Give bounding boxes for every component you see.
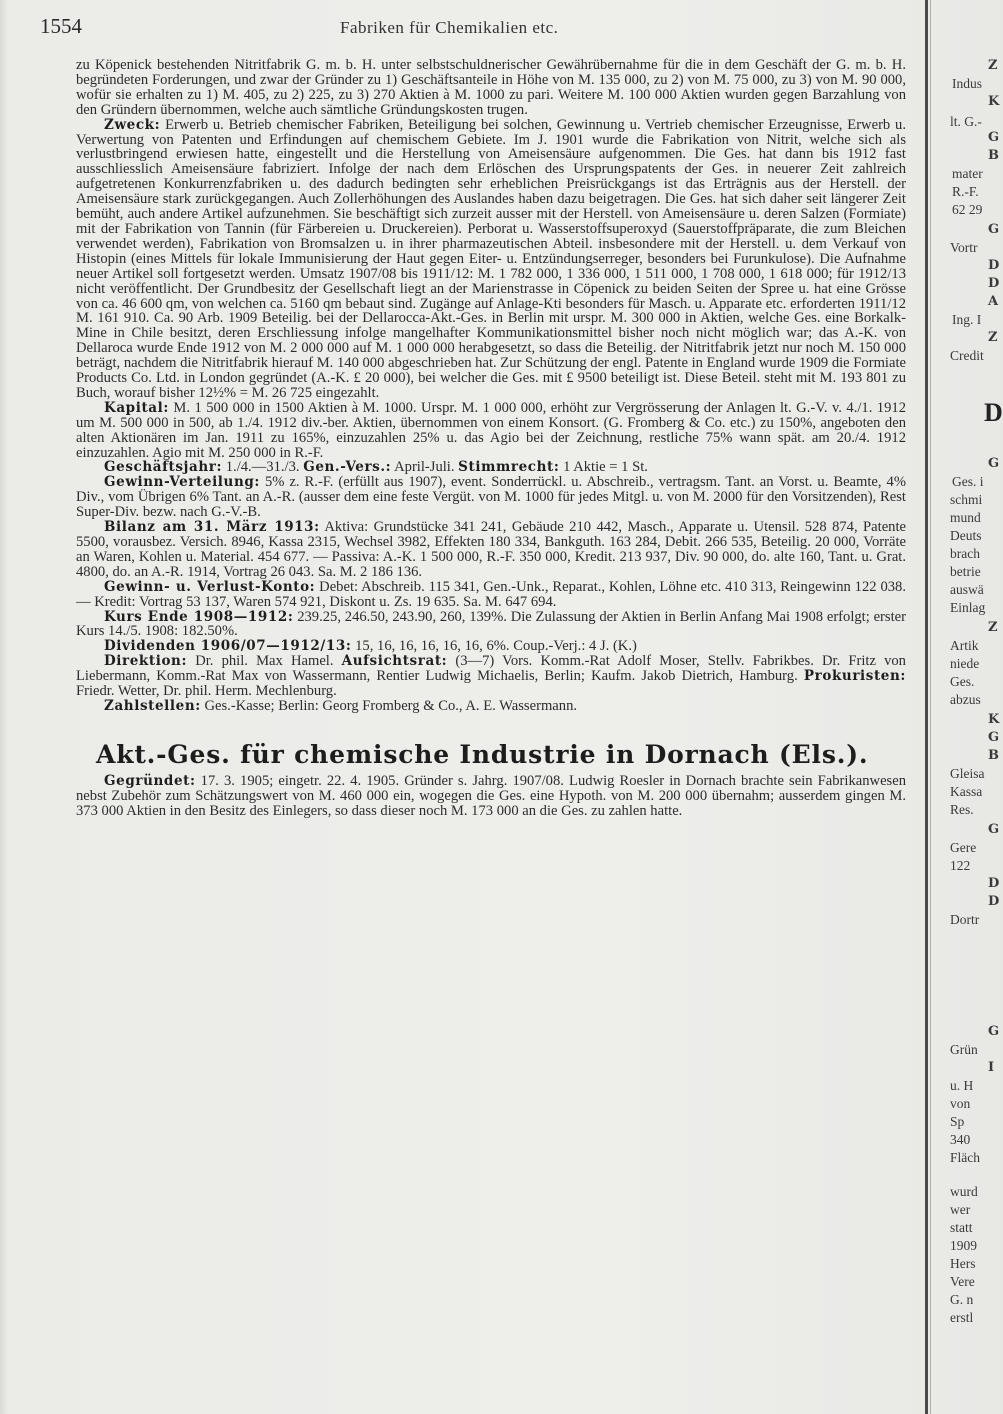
adjacent-column-fragment-29: niede <box>950 656 980 671</box>
section-zweck <box>76 118 906 401</box>
adjacent-column-fragment-7: R.-F. <box>952 184 979 199</box>
aufsichtsrat-text: (3—7) Vors. Komm.-Rat Adolf Moser, Stellv. Fabrikbes. Dr. Fritz von Liebermann, Komm.-Rat Max von Wassermann, Rentier Ludwig Michaelis, Berlin; Kaufm. Jakob Dietrich, Hamburg. <box>76 653 906 685</box>
adjacent-column-fragment-19: Ges. i <box>952 474 984 489</box>
gv-label: Gewinn- u. Verlust-Konto: <box>104 578 316 595</box>
adjacent-column-fragment-47: u. H <box>950 1078 974 1093</box>
adjacent-column-fragment-9: G <box>988 222 1000 237</box>
adjacent-column-fragment <box>940 0 1003 1414</box>
section-kurs <box>76 610 906 640</box>
adjacent-column-fragment-56: Hers <box>950 1256 976 1271</box>
adjacent-column-fragment-22: Deuts <box>950 528 982 543</box>
gewinn-label: Gewinn-Verteilung: <box>104 474 260 491</box>
column-divider-thin <box>930 0 931 1414</box>
page-number: 1554 <box>40 14 82 38</box>
column-divider <box>925 0 928 1414</box>
gegruendet-label: Gegründet: <box>104 772 196 789</box>
gv-text: Debet: Abschreib. 115 341, Gen.-Unk., Reparat., Kohlen, Löhne etc. 410 313, Reingewinn 122 038. — Kredit: Vortrag 53 137, Waren 574 921, Diskont u. Zs. 19 635. Sa. M. 647 694. <box>76 578 906 610</box>
adjacent-column-fragment-5: B <box>988 148 999 163</box>
adjacent-column-fragment-13: A <box>988 294 999 309</box>
kurs-text: 239.25, 246.50, 243.90, 260, 139%. Die Zulassung der Aktien in Berlin Anfang Mai 1908 erfolgt; erster Kurs 14./5. 1908: 182.50%. <box>76 608 906 640</box>
adjacent-column-fragment-37: Res. <box>950 802 974 817</box>
adjacent-column-fragment-26: Einlag <box>950 600 986 615</box>
stimmrecht-label: Stimmrecht: <box>458 459 560 476</box>
adjacent-column-fragment-16: Credit <box>950 348 984 363</box>
adjacent-column-fragment-6: mater <box>952 166 983 181</box>
genvers-text: April-Juli. <box>394 459 455 476</box>
adjacent-column-fragment-15: Z <box>988 330 998 345</box>
adjacent-column-fragment-40: 122 <box>950 858 971 873</box>
section-zahlstellen <box>76 699 906 714</box>
adjacent-column-fragment-28: Artik <box>950 638 979 653</box>
adjacent-column-fragment-20: schmi <box>950 492 983 507</box>
bilanz-label: Bilanz am 31. März 1913: <box>104 519 320 536</box>
adjacent-column-fragment-55: 1909 <box>950 1238 977 1253</box>
adjacent-column-fragment-39: Gere <box>950 840 977 855</box>
zweck-label: Zweck: <box>104 116 161 133</box>
stimmrecht-text: 1 Aktie = 1 St. <box>563 459 648 476</box>
adjacent-column-fragment-45: Grün <box>950 1042 978 1057</box>
zweck-text: Erwerb u. Betrieb chemischer Fabriken, Beteiligung bei solchen, Gewinnung u. Vertrieb chemischer Erzeugnisse, Erwerb u. Verwertung von Patenten und Erfindungen auf chemischem Gebiete. Im J. 1901 wurde die Fabrikation von Nitrit, welche sich als verlustbringend erwiesen hatte, eingestellt und die Herstellung von Ameisensäure aufgenommen. Die Ges. hat dann bis 1912 fast ausschliesslich Ameisensäure fabriziert. Infolge der nach dem Erlöschen des Ursprungspatents der Ges. in neuerer Zeit zahlreich aufgetretenen Konkurrenzfabriken u. des dadurch bedingten sehr erheblichen Preisrückgangs ist das Erträgnis aus der Herstell. der Ameisensäure stark zurückgegangen. Auch Zollerhöhungen des Auslandes haben dazu beigetragen. Die Ges. hat sich daher seit längerer Zeit bemüht, auch andere Artikel aufzunehmen. Sie beschäftigt sich zurzeit ausser mit der Herstell. von Ameisensäure u. deren Salzen (Formiate) mit der Fabrikation von Tannin (für Färbereien u. Druckereien). Perborat u. Wasserstoffsuperoxyd (Sauerstoffpräparate, die zum Bleichen verwendet werden), Fabrikation von Bromsalzen u. in ihrer pharmazeutischen Abteil. insbesondere mit der Herstell. u. dem Verkauf von Histopin (eines Mittels für lokale Immunisierung der Haut gegen Eiter- u. Entzündungserreger, besonders bei Furunkulose). Die Aufnahme neuer Artikel soll fortgesetzt werden. Umsatz 1907/08 bis 1911/12: M. 1 782 000, 1 336 000, 1 511 000, 1 708 000, 1 618 000; für 1912/13 nicht veröffentlicht. Der Grundbesitz der Gesellschaft liegt an der Marienstrasse in Cöpenick zu beiden Seiten der Spree u. hat eine Grösse von ca. 46 600 qm, von welchen ca. 5160 qm bebaut sind. Zugänge auf Anlage-Kti besonders für Masch. u. Apparate etc. erforderten 1911/12 M. 161 910. Ca. 90 Arb. 1909 Beteilig. bei der Dellarocca-Akt.-Ges. in Berlin mit urspr. M. 300 000 in Aktien, welche Ges. eine Borkalk-Mine in Chile besitzt, deren Erschliessung infolge mangelhafter Kommunikationsmittel bisher noch nicht möglich war; das A.-K. von Dellaroca wurde Ende 1912 von M. 2 000 000 auf M. 1 000 000 herabgesetzt, so dass die Beteilig. der Nitritfabrik jetzt nur noch M. 150 000 beträgt, nachdem die Nitritfabrik hierauf M. 140 000 abgeschrieben hat. Zur Schützung der engl. Patente in England wurde 1909 die Formiate Products Co. Ltd. in London gegründet (A.-K. £ 20 000), bei welcher die Ges. mit £ 9500 beteiligt ist. Diese Beteil. steht mit M. 193 801 zu Buch, worauf bisher 12½% = M. 26 725 eingezahlt. <box>76 116 907 401</box>
adjacent-column-fragment-51: Fläch <box>950 1150 980 1165</box>
gewinn-text: 5% z. R.-F. (erfüllt aus 1907), event. Sonderrückl. u. Abschreib., vertragsm. Tant. an Vorst. u. Beamte, 4% Div., vom Übrigen 6% Tant. an A.-R. (ausser dem eine feste Vergüt. von M. 1000 für jedes Mitgl. u. von M. 2000 für den Vorsitzenden), Rest Super-Div. bezw. nach G.-V.-B. <box>76 474 906 521</box>
section-gegruendet <box>76 774 906 819</box>
adjacent-column-fragment-0: Z <box>988 58 998 73</box>
adjacent-column-fragment-43: Dortr <box>950 912 980 927</box>
adjacent-column-fragment-18: G <box>988 456 1000 471</box>
adjacent-column-fragment-25: auswä <box>950 582 984 597</box>
adjacent-column-fragment-34: B <box>988 748 999 763</box>
direktion-label: Direktion: <box>104 653 188 670</box>
adjacent-column-fragment-46: I <box>988 1060 995 1075</box>
genvers-label: Gen.-Vers.: <box>303 459 392 476</box>
kurs-label: Kurs Ende 1908—1912: <box>104 608 294 625</box>
adjacent-column-fragment-57: Vere <box>950 1274 975 1289</box>
aufsichtsrat-label: Aufsichtsrat: <box>341 653 448 670</box>
adjacent-column-fragment-42: D <box>988 894 1000 909</box>
prokuristen-text: Friedr. Wetter, Dr. phil. Herm. Mechlenburg. <box>76 683 337 700</box>
section-gewinn-verteilung <box>76 475 906 520</box>
kapital-text: M. 1 500 000 in 1500 Aktien à M. 1000. Urspr. M. 1 000 000, erhöht zur Vergrösserung der Anlagen lt. G.-V. v. 4./1. 1912 um M. 500 000 in 500, ab 1./4. 1912 div.-ber. Aktien, übernommen von einem Konsort. (G. Fromberg & Co. etc.) zu 150%, angeboten den alten Aktionären im Jan. 1911 zu 165%, einzuzahlen 25% u. das Agio bei der Zeichnung, restliche 75% wann spät. am 20./4. 1912 einzuzahlen. Agio mit M. 250 000 in R.-F. <box>76 399 906 461</box>
adjacent-column-fragment-3: lt. G.- <box>950 114 982 129</box>
adjacent-column-fragment-58: G. n <box>950 1292 974 1307</box>
adjacent-column-fragment-8: 62 29 <box>952 202 983 217</box>
dividenden-text: 15, 16, 16, 16, 16, 16, 6%. Coup.-Verj.: 4 J. (K.) <box>355 638 637 655</box>
adjacent-column-fragment-2: K <box>988 94 1000 109</box>
adjacent-column-fragment-49: Sp <box>950 1114 965 1129</box>
adjacent-column-fragment-32: K <box>988 712 1000 727</box>
adjacent-column-fragment-52: wurd <box>950 1184 978 1199</box>
zahlstellen-label: Zahlstellen: <box>104 697 201 714</box>
adjacent-column-fragment-12: D <box>988 276 1000 291</box>
running-head: Fabriken für Chemikalien etc. <box>340 18 559 37</box>
section-bilanz <box>76 520 906 580</box>
kapital-label: Kapital: <box>104 399 169 416</box>
adjacent-column-fragment-14: Ing. I <box>952 312 982 327</box>
section-geschaeftsjahr <box>76 460 906 475</box>
gegruendet-text: 17. 3. 1905; eingetr. 22. 4. 1905. Gründer s. Jahrg. 1907/08. Ludwig Roesler in Dornach brachte sein Fabrikanwesen nebst Zubehör zum Schätzungswert von M. 460 000 ein, wogegen die Ges. eine Hypoth. von M. 200 000 übernahm; ausserdem gingen M. 373 000 Aktien in den Besitz des Einlegers, so dass dieser noch M. 173 000 an die Ges. zu zahlen hatte. <box>76 772 906 819</box>
adjacent-column-fragment-27: Z <box>988 620 998 635</box>
dividenden-label: Dividenden 1906/07—1912/13: <box>104 638 352 655</box>
zahlstellen-text: Ges.-Kasse; Berlin: Georg Fromberg & Co., A. E. Wassermann. <box>204 697 578 714</box>
main-column <box>76 58 906 819</box>
section-dividenden <box>76 639 906 654</box>
section-gewinn-verlust <box>76 580 906 610</box>
adjacent-column-fragment-48: von <box>950 1096 971 1111</box>
adjacent-column-fragment-17: D <box>984 398 1003 427</box>
adjacent-column-fragment-23: brach <box>950 546 980 561</box>
adjacent-column-fragment-41: D <box>988 876 1000 891</box>
adjacent-column-fragment-11: D <box>988 258 1000 273</box>
bilanz-text: Aktiva: Grundstücke 341 241, Gebäude 210 442, Masch., Apparate u. Utensil. 528 874, Patente 5500, vorausbez. Versich. 8946, Kassa 2315, Wechsel 3982, Effekten 180 334, Bankguth. 163 284, Debit. 266 535, Beteilig. 20 000, Vorräte an Waren, Kohlen u. Material. 454 677. — Passiva: A.-K. 1 500 000, R.-F. 350 000, Kredit. 213 937, Div. 90 000, do. alte 160, Tant. u. Grat. 4800, do. an A.-R. 1914, Vortrag 26 043. Sa. M. 2 186 136. <box>76 519 907 580</box>
adjacent-column-fragment-50: 340 <box>950 1132 971 1147</box>
adjacent-column-fragment-36: Kassa <box>950 784 983 799</box>
adjacent-column-fragment-31: abzus <box>950 692 981 707</box>
article-intro: zu Köpenick bestehenden Nitritfabrik G. m. b. H. unter selbstschuldnerischer Gewährübernahme für die in dem Geschäft der G. m. b. H. begründeten Forderungen, und zwar der Gründer zu 1) Geschäftsanteile in Höhe von M. 135 000, zu 2) von M. 75 000, zu 3) von M. 90 000, wofür sie erhalten zu 1) M. 405, zu 2) 225, zu 3) 270 Aktien à M. 1000 zu pari. Weitere M. 100 000 Aktien wurden gegen Barzahlung von den Gründern übernommen, welche auch sämtliche Gründungskosten trugen. <box>76 57 906 118</box>
adjacent-column-fragment-30: Ges. <box>950 674 975 689</box>
adjacent-column-fragment-10: Vortr <box>950 240 978 255</box>
page-header <box>40 14 920 42</box>
section-direktion <box>76 654 906 699</box>
adjacent-column-fragment-1: Indus <box>952 76 982 91</box>
article2-title: Akt.-Ges. für chemische Industrie in Dornach (Els.). <box>96 739 869 769</box>
adjacent-column-fragment-21: mund <box>950 510 981 525</box>
adjacent-column-fragment-59: erstl <box>950 1310 974 1325</box>
adjacent-column-fragment-54: statt <box>950 1220 973 1235</box>
geschaeftsjahr-label: Geschäftsjahr: <box>104 459 223 476</box>
adjacent-column-fragment-44: G <box>988 1024 1000 1039</box>
section-kapital <box>76 401 906 461</box>
direktion-text: Dr. phil. Max Hamel. <box>195 653 334 670</box>
adjacent-column-fragment-33: G <box>988 730 1000 745</box>
adjacent-column-fragment-24: betrie <box>950 564 981 579</box>
geschaeftsjahr-text: 1./4.—31./3. <box>225 459 300 476</box>
prokuristen-label: Prokuristen: <box>803 668 906 685</box>
adjacent-column-fragment-4: G <box>988 130 1000 145</box>
adjacent-column-fragment-35: Gleisa <box>950 766 985 781</box>
adjacent-column-fragment-38: G <box>988 822 1000 837</box>
adjacent-column-fragment-53: wer <box>950 1202 971 1217</box>
